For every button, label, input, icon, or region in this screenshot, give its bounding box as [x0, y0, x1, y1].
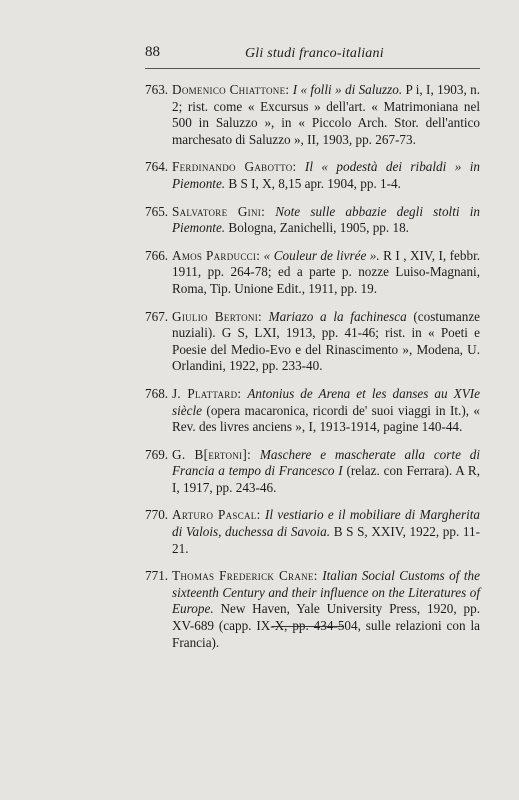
entry-title: « Couleur de livrée ».	[263, 247, 380, 263]
entry-details: R I , XIV, I, febbr. 1911, pp. 264-78; ed a parte p. nozze Luiso-Magnani, Roma, Tip. Unione Edit., 1911, pp. 19.	[172, 247, 481, 296]
entry-title: I « folli » di Saluzzo.	[292, 82, 403, 97]
entry-number: 771.	[145, 568, 169, 584]
bibliography-entry	[145, 309, 480, 375]
entry-number: 768.	[145, 385, 169, 401]
entry-author: Amos Parducci:	[172, 247, 261, 263]
entry-author: Giulio Bertoni:	[172, 308, 262, 324]
entry-author: Ferdinando Gabotto:	[172, 159, 297, 175]
entry-author: Thomas Frederick Crane:	[172, 568, 318, 584]
bibliography-list	[145, 82, 480, 651]
entry-number: 763.	[145, 82, 169, 97]
entry-author: Domenico Chiattone:	[172, 82, 290, 97]
entry-details: B S S, XXIV, 1922, pp. 11-21.	[172, 524, 480, 556]
end-rule	[272, 626, 344, 627]
entry-title: Antonius de Arena et les danses au XVIe siècle	[172, 385, 481, 418]
entry-title: Maschere e mascherate alla corte di Francia a tempo di Francesco I	[172, 446, 481, 479]
entry-title: Il vestiario e il mobiliare di Margherita di Valois, duchessa di Savoia.	[172, 507, 480, 540]
entry-title: Note sulle abbazie degli stolti in Piemonte.	[172, 203, 480, 236]
entry-number: 770.	[145, 507, 169, 523]
page-header	[0, 0, 519, 70]
bibliography-entry	[145, 82, 480, 148]
bibliography-entry	[145, 248, 480, 298]
entry-details: (opera macaronica, ricordi de' suoi viaggi in It.), « Rev. des livres anciens », I, 1913-1914, pagine 140-44.	[172, 402, 481, 435]
entry-number: 765.	[145, 203, 169, 219]
entry-title: Italian Social Customs of the sixteenth Century and their influence on the Literatures of Europe.	[172, 568, 481, 617]
entry-number: 766.	[145, 247, 169, 263]
running-title: Gli studi franco-italiani	[245, 46, 384, 61]
bibliography-entry	[145, 447, 480, 497]
entry-title: Mariazo a la fachinesca	[268, 308, 407, 324]
page-number: 88	[145, 44, 160, 60]
entry-details: P i, I, 1903, n. 2; rist. come « Excursus » dell'art. « Matrimoniana nel 500 in Saluzzo », in « Piccolo Arch. Stor. dell'antico marchesato di Saluzzo », II, 1903, pp. 267-73.	[172, 82, 481, 147]
bibliography-entry	[145, 204, 480, 237]
entry-details: New Haven, Yale University Press, 1920, pp. XV-689 (capp. IX-X, pp. 434-504, sulle relazioni con la Francia).	[172, 601, 480, 650]
entry-number: 767.	[145, 308, 169, 324]
entry-details: (costumanze nuziali). G S, LXI, 1913, pp. 41-46; rist. in « Poeti e Poesie del Medio-Evo e del Rinascimento », Modena, U. Orlandini, 1922, pp. 233-40.	[172, 308, 481, 374]
bibliography-entry	[145, 507, 480, 557]
entry-number: 764.	[145, 159, 169, 175]
entry-details: B S I, X, 8,15 apr. 1904, pp. 1-4.	[228, 175, 401, 191]
entry-number: 769.	[145, 446, 169, 462]
bibliography-entry	[145, 159, 480, 192]
entry-author: J. Plattard:	[172, 385, 242, 401]
bibliography-entry	[145, 386, 480, 436]
entry-author: Salvatore Gini:	[172, 203, 266, 219]
entry-title: Il « podestà dei ribaldi » in Piemonte.	[172, 159, 481, 191]
header-rule	[145, 68, 480, 69]
entry-author: Arturo Pascal:	[172, 507, 261, 523]
entry-author: G. B[ertoni]:	[172, 446, 252, 462]
bibliography-entry	[145, 568, 480, 651]
entry-details: Bologna, Zanichelli, 1905, pp. 18.	[228, 220, 409, 236]
entry-details: (relaz. con Ferrara). A R, I, 1917, pp. 243-46.	[172, 463, 481, 495]
